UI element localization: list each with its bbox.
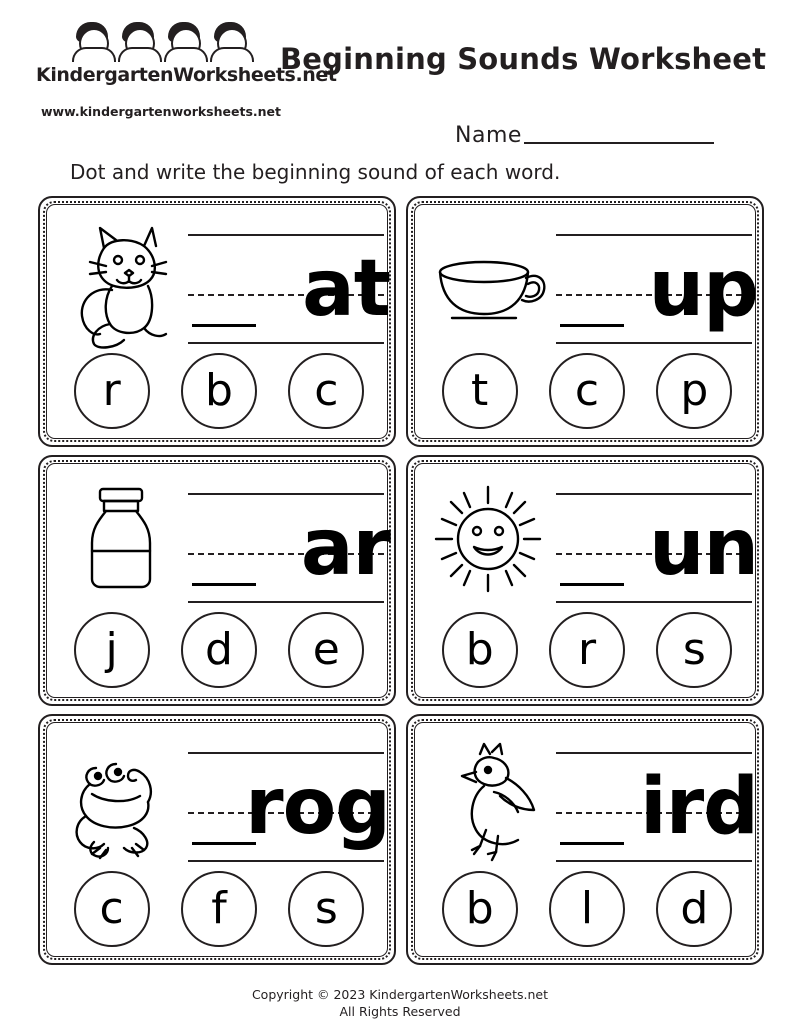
cup-icon [428,214,548,352]
choice-option[interactable]: d [181,612,257,688]
bird-icon [428,732,548,870]
jar-icon [60,473,180,611]
writing-lines [556,742,758,864]
choice-option[interactable]: c [549,353,625,429]
choice-option[interactable]: b [181,353,257,429]
cat-icon [60,214,180,352]
kids-illustration [36,22,286,62]
answer-blank[interactable] [560,583,624,586]
name-input-blank[interactable] [524,122,714,144]
rights-text: All Rights Reserved [339,1004,461,1020]
logo-url: www.kindergartenworksheets.net [40,104,281,119]
copyright-text: Copyright © 2023 KindergartenWorksheets.net [251,987,549,1003]
worksheet-grid [38,196,764,965]
writing-lines [188,742,390,864]
name-label: Name [455,123,522,148]
choice-option[interactable]: t [442,353,518,429]
answer-blank[interactable] [560,842,624,845]
choice-option[interactable]: r [74,353,150,429]
choice-option[interactable]: p [656,353,732,429]
worksheet-item [406,455,764,706]
writing-lines [188,224,390,346]
worksheet-item [38,714,396,965]
page-footer [0,987,800,1021]
worksheet-item [38,196,396,447]
sun-icon [428,473,548,611]
choice-option[interactable]: l [549,871,625,947]
choice-option[interactable]: f [181,871,257,947]
word-ending: un [648,503,758,593]
worksheet-item [406,714,764,965]
frog-icon [60,732,180,870]
choice-option[interactable]: j [74,612,150,688]
choice-row [426,871,748,947]
kid-face-icon [208,22,252,62]
name-field-row [455,122,714,148]
instructions-text: Dot and write the beginning sound of each word. [70,160,561,184]
choice-option[interactable]: s [656,612,732,688]
writing-lines [556,483,758,605]
writing-lines [188,483,390,605]
site-logo [36,22,337,119]
answer-blank[interactable] [192,324,256,327]
page-header [0,22,800,148]
kid-face-icon [116,22,160,62]
answer-blank[interactable] [192,583,256,586]
word-ending: rog [245,762,390,852]
choice-option[interactable]: c [288,353,364,429]
word-ending: up [648,244,758,334]
writing-lines [556,224,758,346]
page-title: Beginning Sounds Worksheet [280,42,767,76]
choice-row [426,612,748,688]
choice-option[interactable]: c [74,871,150,947]
worksheet-item [406,196,764,447]
choice-option[interactable]: b [442,612,518,688]
choice-row [58,871,380,947]
worksheet-item [38,455,396,706]
word-ending: ird [639,762,758,852]
choice-row [58,612,380,688]
choice-row [426,353,748,429]
word-ending: at [302,244,390,334]
logo-wordmark: KindergartenWorksheets.net [36,64,337,86]
choice-option[interactable]: d [656,871,732,947]
kid-face-icon [162,22,206,62]
choice-row [58,353,380,429]
choice-option[interactable]: b [442,871,518,947]
answer-blank[interactable] [560,324,624,327]
choice-option[interactable]: s [288,871,364,947]
choice-option[interactable]: e [288,612,364,688]
choice-option[interactable]: r [549,612,625,688]
word-ending: ar [300,503,390,593]
kid-face-icon [70,22,114,62]
